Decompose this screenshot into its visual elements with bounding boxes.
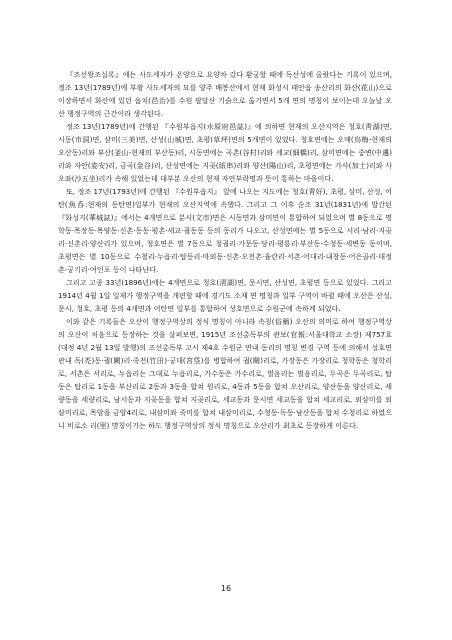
paragraph-5: 이와 같은 기록들은 오산이 행정구역상의 정식 명칭이 아니라 속칭(俗稱) 오산의 의미로 하여 행정구역상의 오산이 처음으로 등장하는 것을 살펴보면, 1915년 조선총독부의 관보(官報:서울대학교 소장) 제757호(대정 4년 2월 13일 발행)의 조선총독부 고시 제4호 수원군 면내 동리의 명칭 변경 구역 등에 의해서 성호면 관내 독(禿)동·궐(闕)리·죽전(竹田)·궁대(宮垈)를 병합하여 궐(闕)리로, 가장동은 가장리로 청학동은 청학리로, 서촌은 서리로, 누읍리는 그대로 누읍리로, 가수동은 가수리로, 벌음리는 벌음리로, 두곡은 두곡리로, 탑동은 탑리로 1동을 부산리로 2동과 3동을 합쳐 원리로, 4동과 5동을 합쳐 오산리로, 양산동을 양산리로, 세량동을 세량리로, 남서동과 지곶동을 합쳐 지곶리로, 세교동과 문시면 세교동을 합쳐 세교리로, 외삼미를 외삼미리로, 목암을 금암4리로, 내삼미와 죽미를 합쳐 내삼미리로, 수청동·독동·남산동을 합쳐 수청리로 하였으니 비로소 리(里) 명칭이기는 하도 행정구역상의 정식 명칭으로 오산리가 최초로 등장하게 이른다. xyxy=(58,317,392,430)
paragraph-2: 정조 13년(1789년)에 간행된 『수원부읍지(水原府邑誌)』에 의하면 현재의 오산지역은 청호(靑湖)면, 시동(市洞)면, 삼미(三美)면, 산성(山城)면, 초평(草坪)면의 5개면이 있었다. 청호면에는 오매(烏梅-현재의 오산동)리와 부산(釜山-현재의 부산동)리, 시동면에는 곡촌(谷村)리와 세교(細橋)리, 삼미면에는 중변(中邊)리와 자안(姿安)리, 금곡(金谷)리, 산성면에는 지곶(紙串)리와 양산(陽山)리, 초평면에는 가사(加士)리와 사오좌(沙五坐)리가 속해 있었는데 대부분 오산의 현재 자연부락명과 뜻이 통하는 마을이다. xyxy=(58,122,392,183)
paragraph-4: 그리고 고종 33년(1896년)에는 4개면으로 청호(淸湖)면, 문시면, 산성면, 초평면 등으로 있었다. 그리고 1914년 4월 1일 일제가 행정구역을 개편할 때에 경기도 소재 면 명칭과 일부 구역이 바뀔 때에 오산은 산성, 문시, 청호, 초평 등의 4개면과 어탄면 일부를 통합하여 성호면으로 수원군에 속하게 되었다. xyxy=(58,278,392,313)
paragraph-1: 『조선왕조실록』에는 사도세자가 온양으로 요양차 갔다 환궁할 때에 독산성에 올랐다는 기록이 있으며, 정조 13년(1789년)에 부왕 사도세자의 묘를 양주 배봉산에서 현재 화성시 태안읍 송산리의 화산(花山)으로 이장하면서 화산에 있던 읍치(邑治)를 수원 팔달산 기슭으로 옮기면서 5개 면의 명칭이 보이는데 오늘날 오산 행정구역의 근간이라 생각된다. xyxy=(58,70,392,118)
paragraph-3: 또, 정조 17년(1793년)에 간행된 『수원부읍지』 앞에 나오는 지도에는 청호(靑好), 초평, 삼미, 산성, 어탄(魚呑:현재의 동탄면)일부가 현재의 오산지역에 속했다. 그리고 그 이후 순조 31년(1831년)에 발간된 『화성지(華城誌)』에서는 4개면으로 분시(文市)면은 시동면과 삼미면이 통합하여 되었으며 별 8동으로 명학동·목장동·목양동·신촌·동동·평촌·세교·궐동동 등의 동리가 나오고, 산성면에는 별 5동으로 서리·남리·지곶리·신촌리·양산리가 있으며, 청호면은 별 7동으로 청궐리·가문동·당리·평룡리·부산동·수청동·세변동 동이며, 초평면은 별 10동으로 수철리·누읍리·탑동리·마외동·신촌·오전촌·율란리·서촌·어대리·내창동·어은골리·대정촌·궁기리·여인포 등이 나타난다. xyxy=(58,187,392,274)
body-text xyxy=(58,68,392,432)
page-number: 16 xyxy=(220,584,232,593)
